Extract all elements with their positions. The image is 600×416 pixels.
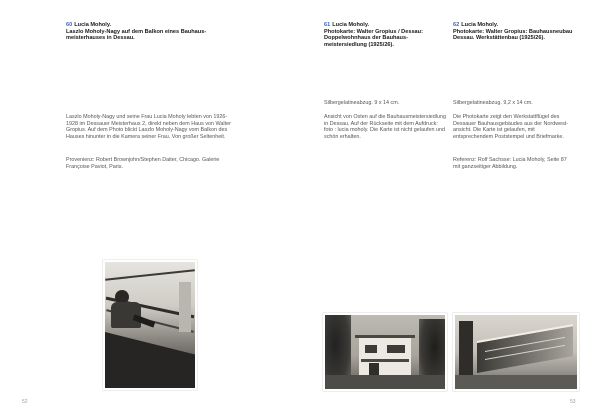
entry-number: 60 [66,22,73,28]
entry-62-reference: Referenz: Rolf Sachsse: Lucia Moholy, Seite 87 mit ganzseitiger Abbildung. [453,157,567,170]
photo-balcony [103,260,197,390]
entry-title: Photokarte: Walter Gropius: Bauhausneubau Dessau. Werkstättenbau (1925/26). [453,28,573,42]
entry-title: Laszlo Moholy-Nagy auf dem Balkon eines Bauhausmeisterhauses in Dessau. [66,28,207,42]
photo-doppelwohnhaus [323,313,447,391]
entry-title: Photokarte: Walter Gropius / Dessau: Doppelwohnhaus der Bauhausmeistersiedlung (1925/26). [324,28,423,48]
entry-61-meta: Silbergelatineabzug. 9 x 14 cm. [324,100,400,106]
entry-61-description: Ansicht von Osten auf die Bauhausmeistersiedlung in Dessau. Auf der Rückseite mit dem Aufdruck: foto : lucia moholy. Die Karte ist nicht gelaufen und schön erhalten. [324,114,446,140]
entry-author: Lucia Moholy. [461,22,499,28]
entry-number: 62 [453,22,460,28]
entry-62-heading [453,22,579,42]
entry-author: Lucia Moholy. [332,22,370,28]
entry-number: 61 [324,22,331,28]
entry-62-description: Die Photokarte zeigt den Werkstattflügel des Dessauer Bauhausgebäudes aus der Nordwestansicht. Die Karte ist gelaufen, mit entsprechendem Poststempel und Briefmarke. [453,114,569,140]
entry-60-heading [66,22,236,42]
entry-author: Lucia Moholy. [74,22,112,28]
entry-62-meta: Silbergelatineabzug. 9,2 x 14 cm. [453,100,533,106]
photo-werkstaettenbau [453,313,579,391]
right-page [300,0,600,416]
entry-60-description: Laszlo Moholy-Nagy und seine Frau Lucia Moholy lebten von 1926-1928 im Dessauer Meisterhaus 2, direkt neben dem Haus von Walter Gropius. Auf dem Photo blickt Laszlo Moholy-Nagy vom Balkon des Hauses hinunter in die Kamera seiner Frau. Von großer Seltenheit. [66,114,231,140]
entry-60-provenance: Provenienz: Robert Brownjohn/Stephen Daiter, Chicago. Galerie Françoise Paviot, Paris. [66,157,220,170]
entry-61-heading [324,22,448,48]
page-number-right: 53 [570,399,576,405]
page-number-left: 52 [22,399,28,405]
